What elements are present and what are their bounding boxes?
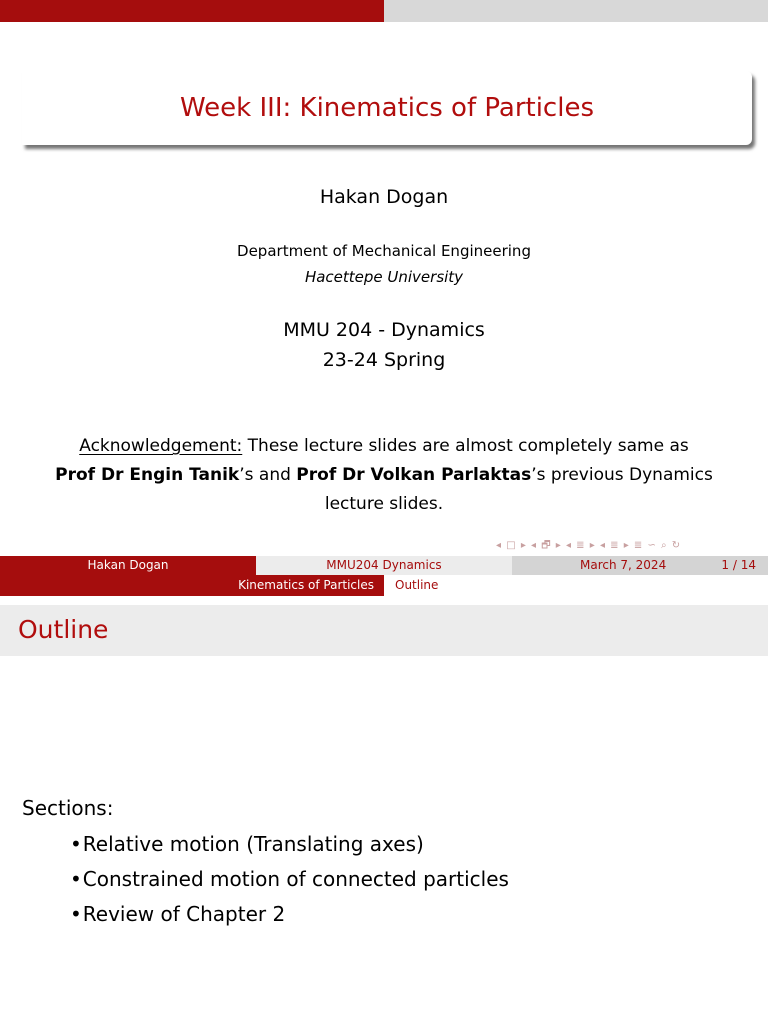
list-item-text: Review of Chapter 2 (82, 902, 286, 926)
sections-label: Sections: (22, 796, 114, 820)
ack-text-3: ’s previous Dynamics lecture slides. (324, 465, 713, 514)
list-item-text: Constrained motion of connected particles (82, 867, 509, 891)
bullet-icon: • (70, 902, 82, 926)
ack-name-1: Prof Dr Engin Tanik (55, 465, 240, 485)
list-item (70, 902, 285, 926)
list-item (70, 867, 509, 891)
bullet-icon: • (70, 867, 82, 891)
footer-date-page (512, 556, 768, 575)
section-name[interactable]: Kinematics of Particles (238, 578, 374, 592)
frame-title-bar (0, 605, 768, 656)
footer-course: MMU204 Dynamics (256, 556, 512, 575)
beamer-navigation-icons[interactable]: ◂ □ ▸ ◂ 🗗 ▸ ◂ ≣ ▸ ◂ ≣ ▸ ≣ ∽ ⌕ ↻ (496, 540, 682, 551)
ack-text-2: ’s and (239, 465, 297, 485)
footer-author: Hakan Dogan (0, 556, 256, 575)
acknowledgement-label: Acknowledgement: (79, 436, 243, 456)
list-item-text: Relative motion (Translating axes) (82, 832, 424, 856)
section-navigation (0, 575, 768, 596)
author-name: Hakan Dogan (319, 186, 449, 208)
term: 23-24 Spring (322, 349, 446, 371)
frame-title: Outline (18, 615, 109, 644)
footer-bar (0, 556, 768, 575)
department: Department of Mechanical Engineering (237, 242, 531, 260)
subsection-name[interactable]: Outline (395, 578, 439, 592)
footer-date: March 7, 2024 (580, 558, 667, 572)
course-code: MMU 204 - Dynamics (283, 319, 485, 341)
list-item (70, 832, 424, 856)
bullet-icon: • (70, 832, 82, 856)
section-nav-left (0, 575, 384, 596)
university: Hacettepe University (304, 268, 464, 286)
ack-name-2: Prof Dr Volkan Parlaktas (296, 465, 532, 485)
header-bar-left (0, 0, 384, 22)
title-box (22, 71, 752, 145)
section-nav-right (384, 575, 768, 596)
footer-page-number: 1 / 14 (721, 558, 756, 572)
slide-title: Week III: Kinematics of Particles (180, 93, 594, 123)
acknowledgement (30, 432, 738, 519)
header-bar-right (384, 0, 768, 22)
ack-text-1: These lecture slides are almost completely same as (242, 436, 689, 456)
